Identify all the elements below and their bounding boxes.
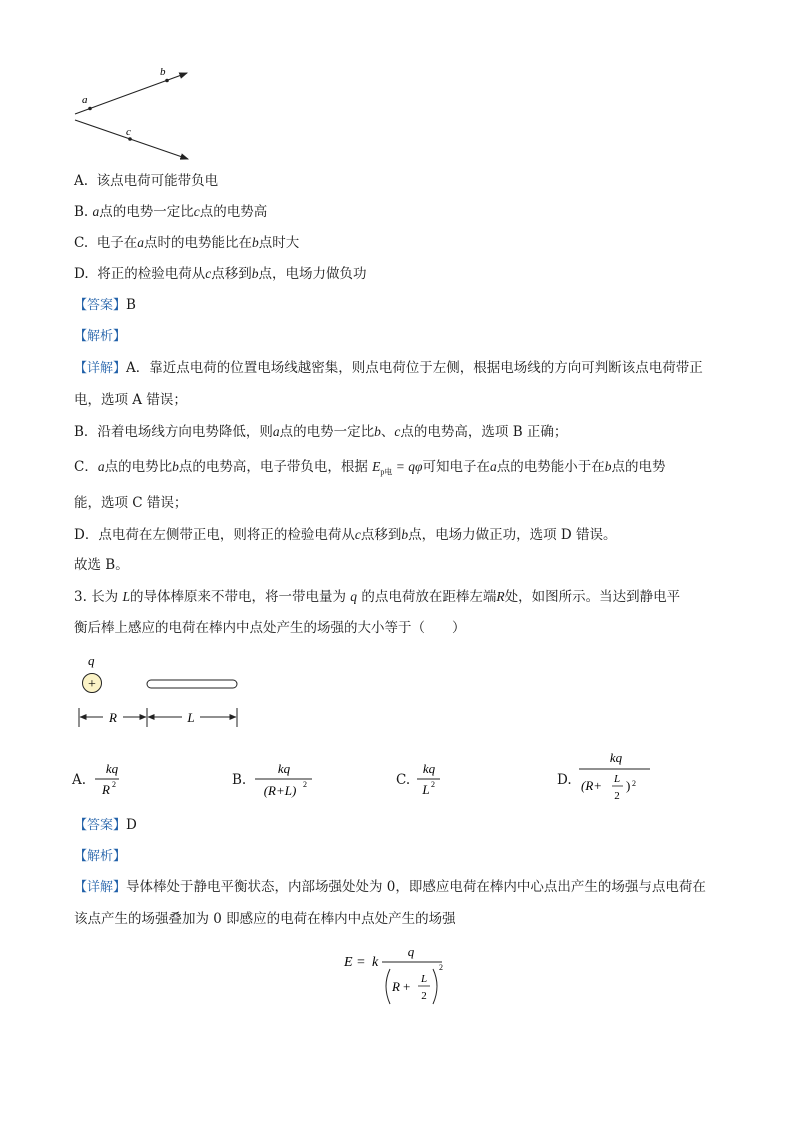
ff-two: 2	[421, 990, 427, 1002]
opt-d-den-open: (R+	[581, 778, 603, 793]
q3-option-a-formula	[92, 758, 132, 802]
energy-formula: $E_{p电} = q\varphi$	[372, 459, 423, 477]
q3-option-c-formula	[414, 758, 454, 802]
opt-a-den: R	[102, 782, 110, 797]
q3-detail-line1: 【详解】导体棒处于静电平衡状态，内部场强处处为 0，即感应电荷在棒内中心点出产生的场强与点电荷在	[74, 879, 706, 895]
opt-a-num: kq	[105, 761, 119, 776]
q3-option-c-letter: C.	[396, 772, 411, 788]
ff-eq: =	[357, 955, 365, 970]
q3-option-a-letter: A.	[72, 772, 87, 788]
ff-E: E	[344, 955, 353, 970]
q3-analysis-label: 【解析】	[74, 849, 127, 864]
field-lines-figure	[70, 62, 200, 162]
q2-analysis-label: 【解析】	[74, 329, 127, 344]
q2-option-b: B. a点的电势一定比c点的电势高	[74, 204, 268, 220]
rod-charge-figure	[72, 650, 247, 732]
q3-option-b-formula	[252, 758, 322, 802]
opt-d-den-two: 2	[614, 790, 620, 802]
q2-option-a: A. 该点电荷可能带负电	[74, 173, 219, 189]
q2-option-c: C. 电子在a点时的电势能比在b点时大	[74, 235, 300, 251]
q2-conclusion: 故选 B。	[74, 557, 129, 573]
ff-q: q	[407, 944, 415, 959]
q2-answer: 【答案】B	[74, 297, 136, 313]
opt-b-num: kq	[277, 761, 291, 776]
dim-l-label: L	[187, 710, 195, 725]
q3-option-d-formula	[576, 744, 656, 808]
ff-R: R	[392, 979, 400, 994]
opt-a-exp: 2	[112, 780, 116, 789]
q3-stem-line2: 衡后棒上感应的电荷在棒内中点处产生的场强的大小等于（ ）	[74, 620, 466, 636]
q3-detail-line2: 该点产生的场强叠加为 0 即感应的电荷在棒内中点处产生的场强	[74, 911, 456, 927]
opt-b-exp: 2	[303, 780, 307, 789]
q2-detail-c-line2: 能，选项 C 错误；	[74, 495, 188, 511]
dim-r-label: R	[109, 710, 117, 725]
opt-d-num: kq	[609, 750, 623, 765]
q3-option-b-letter: B.	[232, 772, 247, 788]
conductor-rod	[147, 680, 237, 688]
ff-L: L	[420, 973, 428, 985]
q3-option-d-letter: D.	[557, 772, 572, 788]
q3-answer: 【答案】D	[74, 817, 137, 833]
q2-detail-c-line1: C．a点的电势比b点的电势高，电子带负电，根据 $E_{p电} = q\varphi$可知电子在a点的电势能小于在b点的电势	[74, 459, 666, 477]
ff-right-paren	[433, 969, 437, 1004]
ff-k: k	[372, 955, 379, 970]
charge-q-label: q	[88, 653, 95, 668]
point-c-label: c	[126, 126, 131, 138]
final-field-formula	[340, 942, 460, 1012]
point-b-dot	[165, 79, 169, 83]
ff-plus: +	[403, 979, 411, 994]
opt-d-den-close: )	[626, 778, 631, 793]
ff-exp: 2	[439, 963, 443, 972]
q2-option-d: D. 将正的检验电荷从c点移到b点，电场力做负功	[74, 266, 367, 282]
point-b-label: b	[160, 66, 166, 78]
opt-b-den: (R+L)	[263, 783, 297, 798]
point-a-label: a	[82, 94, 88, 106]
charge-plus-sign: +	[88, 677, 96, 692]
opt-d-exp: 2	[632, 779, 636, 788]
ff-left-paren	[386, 969, 390, 1004]
q2-detail-a-line1: 【详解】A．靠近点电荷的位置电场线越密集，则点电荷位于左侧，根据电场线的方向可判断该点电荷带正	[74, 360, 703, 376]
opt-c-den: L	[422, 782, 430, 797]
opt-d-den-L: L	[613, 773, 621, 785]
opt-c-exp: 2	[431, 780, 435, 789]
point-a-dot	[88, 107, 92, 111]
q2-detail-b: B．沿着电场线方向电势降低，则a点的电势一定比b、c点的电势高，选项 B 正确；	[74, 424, 568, 440]
opt-c-num: kq	[422, 761, 436, 776]
q3-stem-line1: 3. 长为 L的导体棒原来不带电，将一带电量为 q 的点电荷放在距棒左端R处，如图所示。当达到静电平	[74, 589, 681, 605]
q2-detail-d: D．点电荷在左侧带正电，则将正的检验电荷从c点移到b点，电场力做正功，选项 D 错误。	[74, 527, 617, 543]
q2-detail-a-line2: 电，选项 A 错误；	[74, 392, 187, 408]
field-line-upper	[75, 73, 187, 114]
